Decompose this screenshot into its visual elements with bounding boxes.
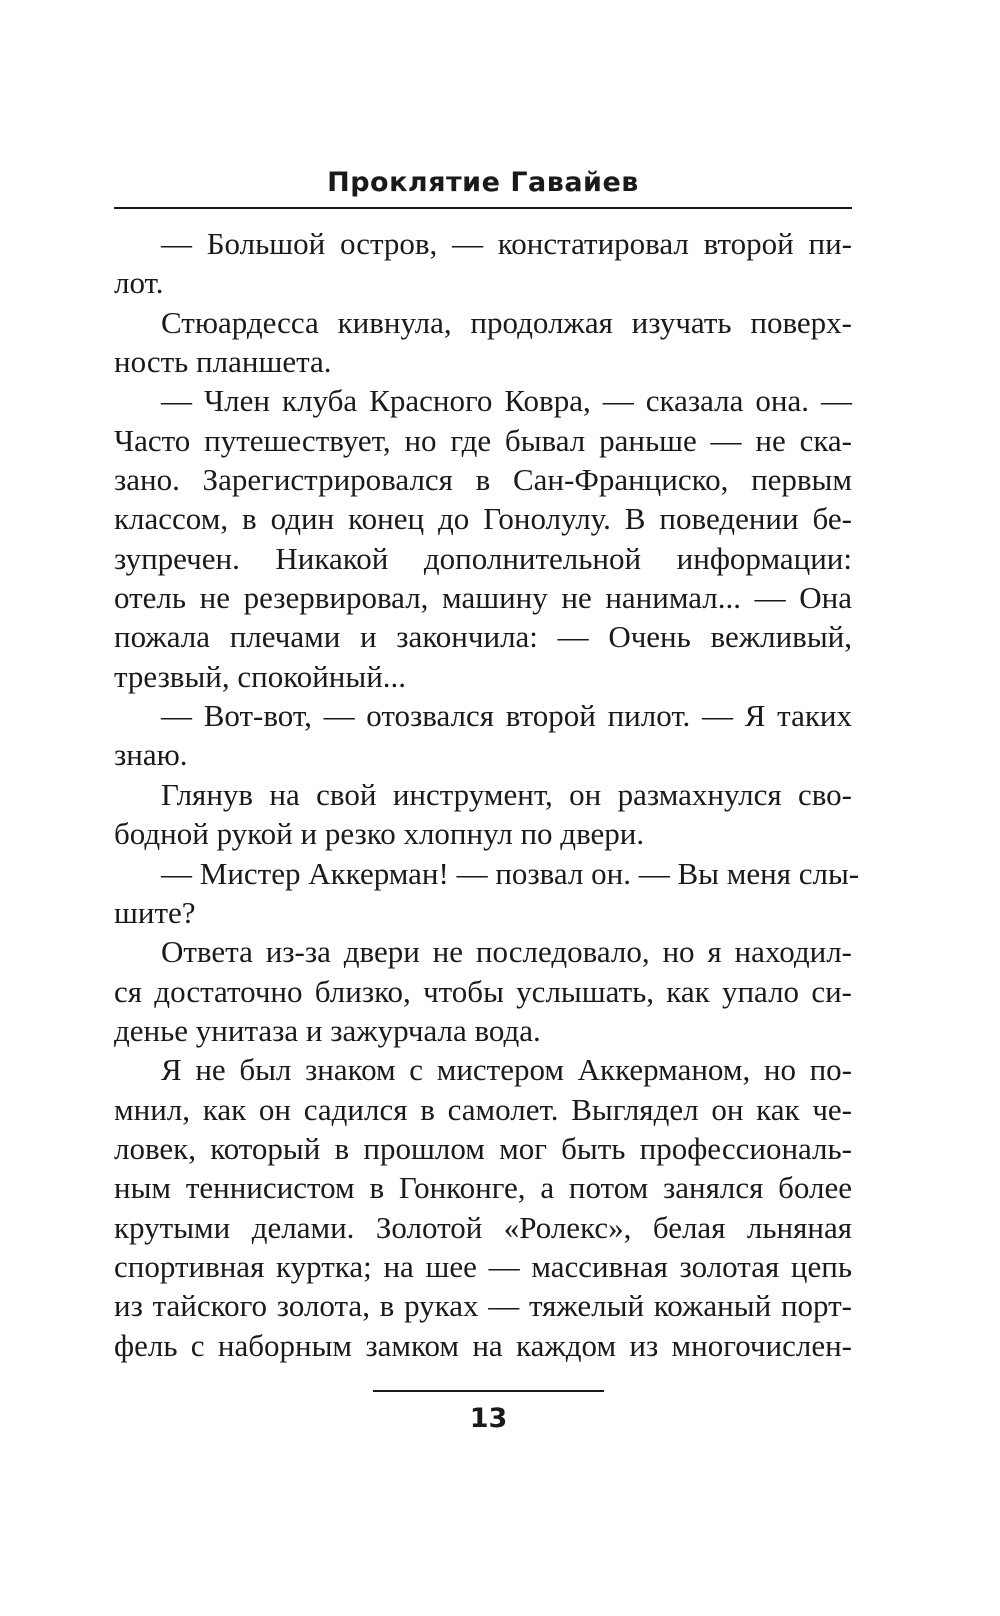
running-title: Проклятие Гавайев bbox=[327, 167, 639, 198]
text-line: ся достаточно близко, чтобы услышать, как упало си- bbox=[114, 973, 852, 1009]
text-line: Стюардесса кивнула, продолжая изучать поверх- bbox=[161, 304, 852, 340]
page-number: 13 bbox=[469, 1403, 508, 1434]
body-text bbox=[114, 224, 860, 1365]
text-line: знаю. bbox=[114, 737, 188, 773]
text-line: — Мистер Аккерман! — позвал он. — Вы меня слы- bbox=[161, 855, 860, 891]
text-line: — Большой остров, — констатировал второй пи- bbox=[161, 226, 852, 261]
text-line: классом, в один конец до Гонолулу. В поведении бе- bbox=[114, 501, 852, 537]
header-rule bbox=[114, 207, 852, 209]
text-line: ловек, который в прошлом мог быть профессиональ- bbox=[114, 1130, 852, 1166]
text-line: из тайского золота, в руках — тяжелый кожаный порт- bbox=[114, 1288, 852, 1324]
text-line: отель не резервировал, машину не нанимал... — Она bbox=[114, 580, 852, 616]
text-line: бодной рукой и резко хлопнул по двери. bbox=[114, 816, 645, 852]
text-line: фель с наборным замком на каждом из многочислен- bbox=[114, 1327, 852, 1363]
text-line: мнил, как он садился в самолет. Выглядел он как че- bbox=[114, 1091, 852, 1127]
text-line: зано. Зарегистрировался в Сан-Франциско, первым bbox=[114, 462, 852, 498]
footer-rule bbox=[373, 1390, 604, 1392]
text-line: — Член клуба Красного Ковра, — сказала она. — bbox=[161, 383, 852, 419]
text-line: — Вот-вот, — отозвался второй пилот. — Я таких bbox=[161, 698, 852, 734]
text-line: крутыми делами. Золотой «Ролекс», белая льняная bbox=[114, 1209, 852, 1245]
text-line: лот. bbox=[114, 265, 164, 301]
text-line: ным теннисистом в Гонконге, а потом занялся более bbox=[114, 1170, 852, 1206]
text-line: пожала плечами и закончила: — Очень вежливый, bbox=[114, 619, 852, 655]
text-line: денье унитаза и зажурчала вода. bbox=[114, 1012, 541, 1048]
text-line: шите? bbox=[114, 894, 196, 930]
text-line: трезвый, спокойный... bbox=[114, 658, 407, 694]
text-line: Глянув на свой инструмент, он размахнулся сво- bbox=[161, 776, 852, 812]
text-line: спортивная куртка; на шее — массивная золотая цепь bbox=[114, 1248, 852, 1284]
text-line: ность планшета. bbox=[114, 344, 332, 380]
text-line: Часто путешествует, но где бывал раньше — не ска- bbox=[114, 422, 852, 458]
text-line: зупречен. Никакой дополнительной информации: bbox=[114, 540, 852, 576]
text-line: Я не был знаком с мистером Аккерманом, но по- bbox=[161, 1052, 852, 1088]
text-line: Ответа из-за двери не последовало, но я находил- bbox=[161, 934, 852, 970]
